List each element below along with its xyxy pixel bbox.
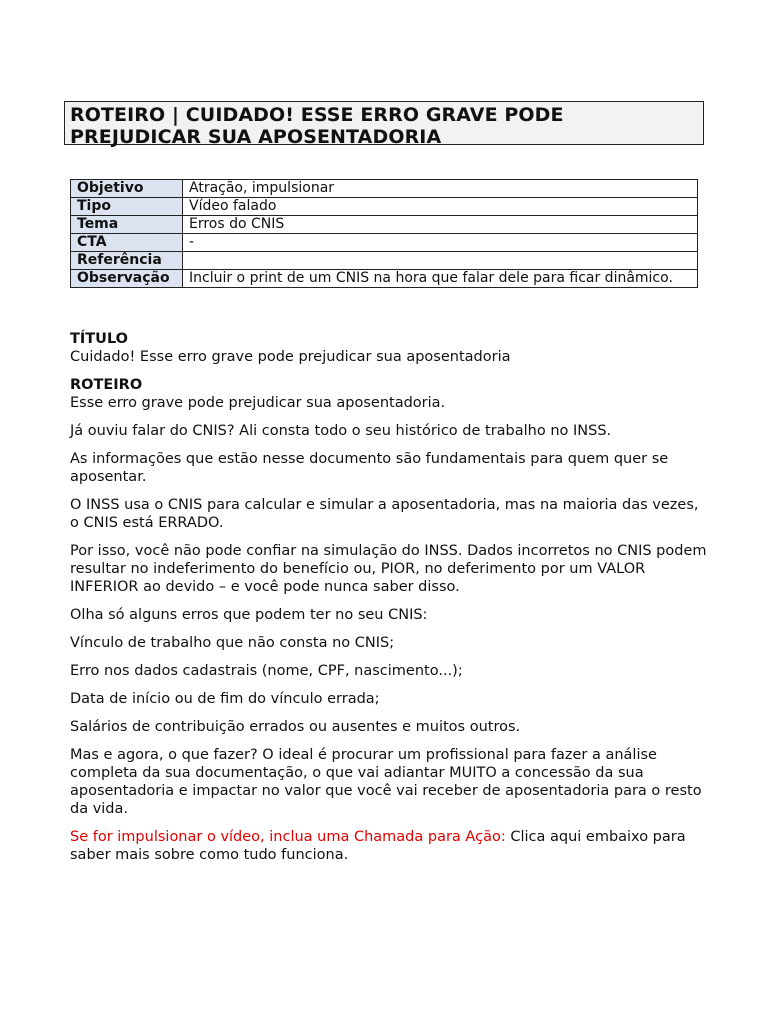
- roteiro-paragraph: Olha só alguns erros que podem ter no seu CNIS:: [70, 607, 428, 623]
- roteiro-paragraph: Data de início ou de fim do vínculo errada;: [70, 691, 380, 707]
- roteiro-paragraph: Por isso, você não pode confiar na simulação do INSS. Dados incorretos no CNIS podem resultar no indeferimento do benefício ou, PIOR, no deferimento por um VALOR INFERIOR ao devido – e você pode nunca saber disso.: [70, 543, 707, 595]
- roteiro-paragraph: Salários de contribuição errados ou ausentes e muitos outros.: [70, 719, 521, 735]
- meta-key-observacao: Observação: [71, 270, 183, 288]
- table-row: [71, 198, 698, 216]
- meta-key-cta: CTA: [71, 234, 183, 252]
- meta-value-tema: Erros do CNIS: [183, 216, 698, 234]
- document-body: [70, 330, 710, 874]
- roteiro-heading: ROTEIRO: [70, 377, 143, 393]
- roteiro-paragraph: Vínculo de trabalho que não consta no CNIS;: [70, 635, 395, 651]
- cta-paragraph: [70, 828, 710, 864]
- table-row: [71, 216, 698, 234]
- table-row: [71, 252, 698, 270]
- meta-table: [70, 179, 698, 288]
- meta-value-referencia: [183, 252, 698, 270]
- titulo-heading: TÍTULO: [70, 331, 128, 347]
- roteiro-paragraph: Mas e agora, o que fazer? O ideal é procurar um profissional para fazer a análise completa da sua documentação, o que vai adiantar MUITO a concessão da sua aposentadoria e impactar no valor que você vai receber de aposentadoria para o resto da vida.: [70, 747, 702, 817]
- table-row: [71, 234, 698, 252]
- meta-key-referencia: Referência: [71, 252, 183, 270]
- roteiro-paragraph: Esse erro grave pode prejudicar sua aposentadoria.: [70, 395, 446, 411]
- table-row: [71, 270, 698, 288]
- meta-value-objetivo: Atração, impulsionar: [183, 180, 698, 198]
- table-row: [71, 180, 698, 198]
- meta-key-objetivo: Objetivo: [71, 180, 183, 198]
- roteiro-paragraph: Já ouviu falar do CNIS? Ali consta todo o seu histórico de trabalho no INSS.: [70, 423, 612, 439]
- roteiro-paragraph: As informações que estão nesse documento são fundamentais para quem quer se aposentar.: [70, 451, 669, 485]
- meta-value-observacao: Incluir o print de um CNIS na hora que falar dele para ficar dinâmico.: [183, 270, 698, 288]
- roteiro-paragraph: Erro nos dados cadastrais (nome, CPF, nascimento...);: [70, 663, 463, 679]
- meta-key-tipo: Tipo: [71, 198, 183, 216]
- document-title: ROTEIRO | CUIDADO! ESSE ERRO GRAVE PODE PREJUDICAR SUA APOSENTADORIA: [64, 101, 704, 145]
- titulo-text: Cuidado! Esse erro grave pode prejudicar sua aposentadoria: [70, 349, 511, 365]
- cta-text: Clica aqui embaixo para saber mais sobre como tudo funciona.: [70, 829, 686, 863]
- roteiro-paragraph: O INSS usa o CNIS para calcular e simular a aposentadoria, mas na maioria das vezes, o CNIS está ERRADO.: [70, 497, 699, 531]
- meta-value-cta: -: [183, 234, 698, 252]
- meta-key-tema: Tema: [71, 216, 183, 234]
- meta-value-tipo: Vídeo falado: [183, 198, 698, 216]
- cta-instruction: Se for impulsionar o vídeo, inclua uma Chamada para Ação:: [70, 829, 506, 845]
